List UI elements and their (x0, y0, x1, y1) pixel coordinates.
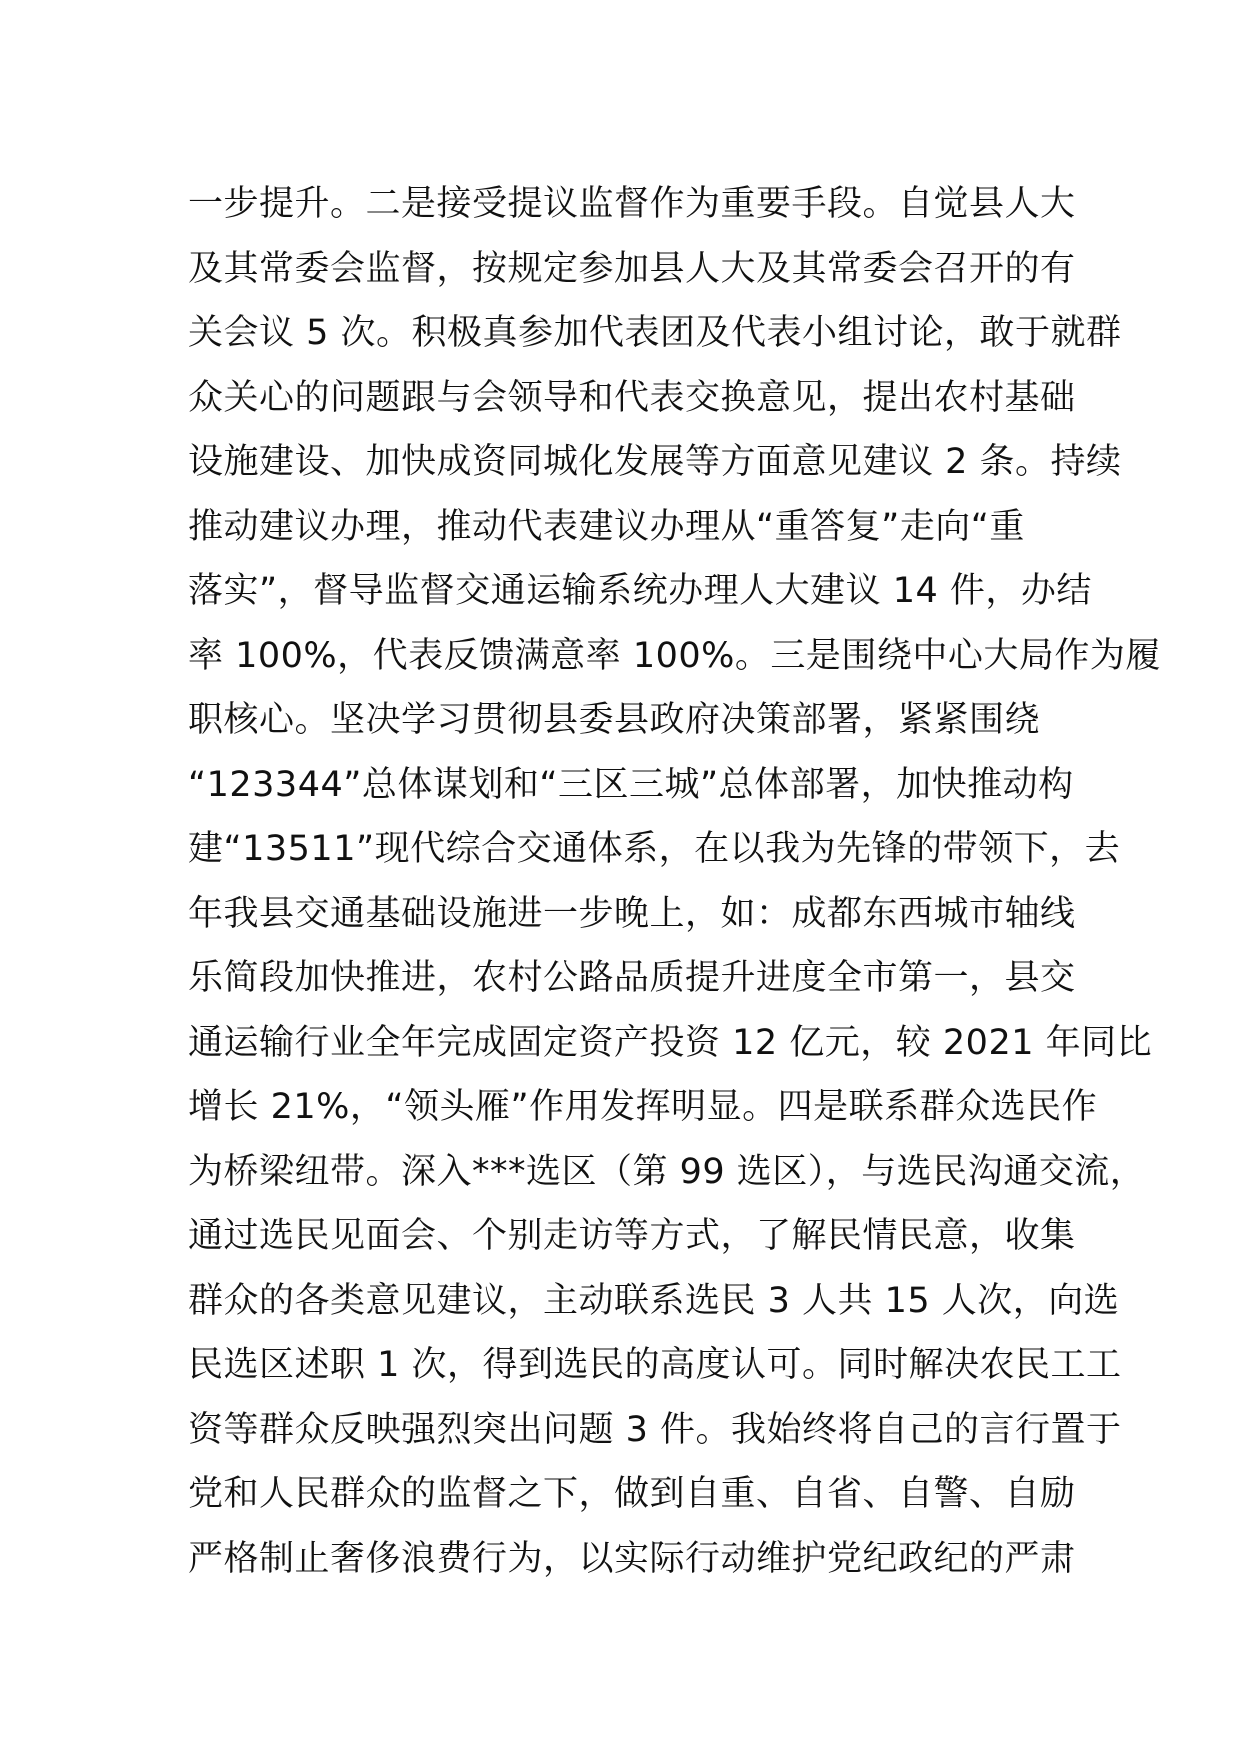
text-line: 严格制止奢侈浪费行为，以实际行动维护党纪政纪的严肃 (188, 1538, 1076, 1579)
text-line: 率 100%，代表反馈满意率 100%。三是围绕中心大局作为履 (188, 635, 1161, 676)
body-text (188, 172, 1161, 1591)
text-line: 群众的各类意见建议，主动联系选民 3 人共 15 人次，向选 (188, 1280, 1120, 1321)
text-line: 职核心。坚决学习贯彻县委县政府决策部署，紧紧围绕 (188, 700, 1041, 740)
text-line: 通过选民见面会、个别走访等方式，了解民情民意，收集 (188, 1216, 1076, 1256)
text-line: 众关心的问题跟与会领导和代表交换意见，提出农村基础 (188, 377, 1076, 418)
text-line: 增长 21%，“领头雁”作用发挥明显。四是联系群众选民作 (188, 1087, 1098, 1127)
text-line: 为桥梁纽带。深入***选区（第 99 选区），与选民沟通交流， (188, 1151, 1146, 1192)
text-line: 年我县交通基础设施进一步晚上，如：成都东西城市轴线 (188, 893, 1076, 934)
text-line: 资等群众反映强烈突出问题 3 件。我始终将自己的言行置于 (188, 1409, 1122, 1450)
text-line: 通运输行业全年完成固定资产投资 12 亿元，较 2021 年同比 (188, 1022, 1153, 1063)
text-line: 建“13511”现代综合交通体系，在以我为先锋的带领下，去 (188, 829, 1121, 869)
text-line: 及其常委会监督，按规定参加县人大及其常委会召开的有 (188, 248, 1076, 289)
text-line: 设施建设、加快成资同城化发展等方面意见建议 2 条。持续 (188, 442, 1122, 482)
text-line: 民选区述职 1 次，得到选民的高度认可。同时解决农民工工 (188, 1345, 1122, 1385)
text-line: 一步提升。二是接受提议监督作为重要手段。自觉县人大 (188, 184, 1076, 224)
text-line: 落实”，督导监督交通运输系统办理人大建议 14 件，办结 (188, 571, 1092, 611)
text-line: “123344”总体谋划和“三区三城”总体部署，加快推动构 (188, 764, 1074, 805)
text-line: 党和人民群众的监督之下，做到自重、自省、自警、自励 (188, 1474, 1076, 1514)
text-line: 推动建议办理，推动代表建议办理从“重答复”走向“重 (188, 506, 1025, 547)
text-line: 乐简段加快推进，农村公路品质提升进度全市第一，县交 (188, 958, 1076, 998)
text-line: 关会议 5 次。积极真参加代表团及代表小组讨论，敢于就群 (188, 313, 1122, 353)
